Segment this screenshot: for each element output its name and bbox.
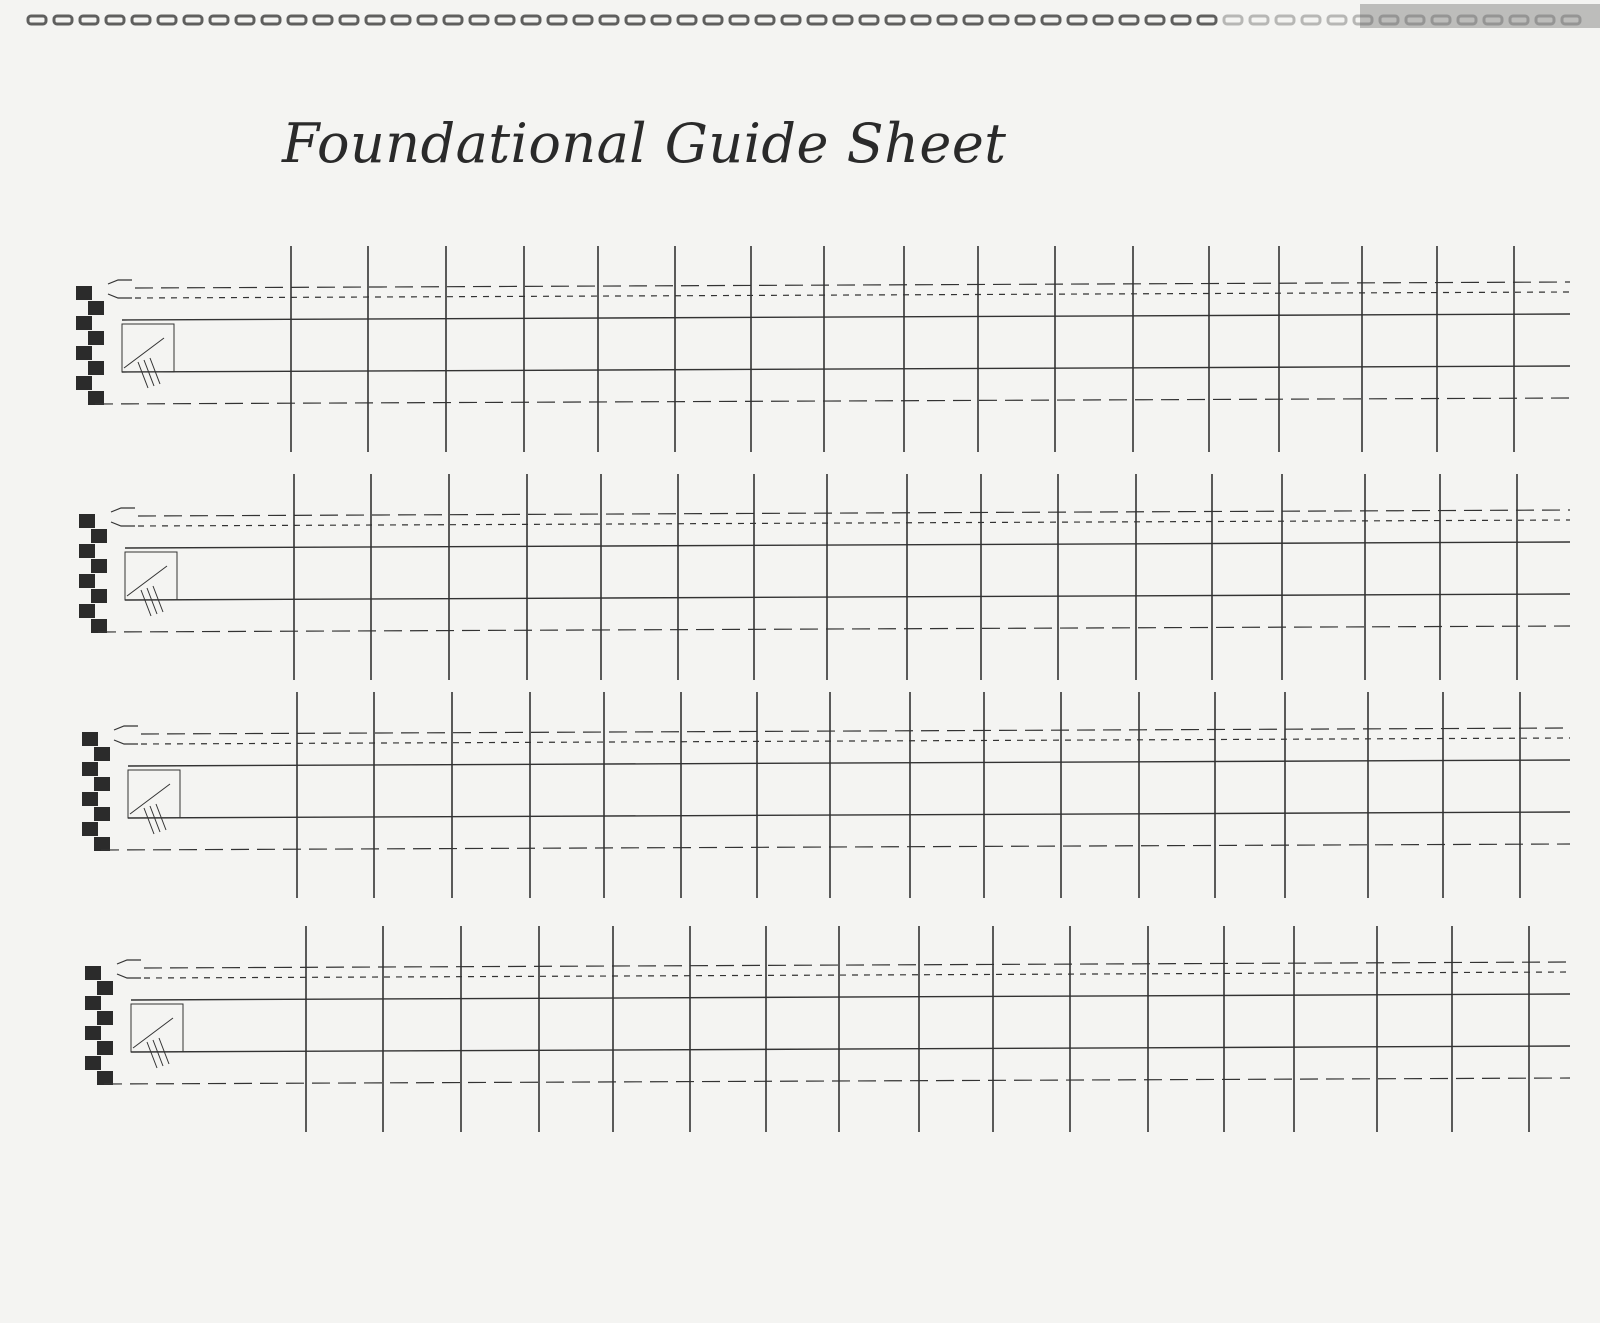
binding-loop [314, 16, 332, 24]
binding-loop [964, 16, 982, 24]
binding-loop [236, 16, 254, 24]
binding-loop [1120, 16, 1138, 24]
binding-loop [886, 16, 904, 24]
x-height-box [125, 552, 177, 600]
nib-width-square [76, 346, 92, 360]
ascender-line [141, 728, 1570, 734]
nib-width-square [76, 316, 92, 330]
guide-block-lines [0, 920, 1600, 1160]
nib-width-square [91, 589, 107, 603]
nib-width-square [79, 544, 95, 558]
pen-nib-icon [117, 960, 141, 978]
cap-height-line [144, 972, 1570, 978]
binding-loop [470, 16, 488, 24]
nib-width-square [79, 604, 95, 618]
guide-block-1 [0, 240, 1600, 480]
binding-loop [184, 16, 202, 24]
baseline [131, 1046, 1570, 1052]
binding-loop [1042, 16, 1060, 24]
binding-loop [782, 16, 800, 24]
baseline [125, 594, 1570, 600]
nib-width-square [82, 732, 98, 746]
binding-loop [834, 16, 852, 24]
nib-width-square [97, 1041, 113, 1055]
guide-block-2 [0, 468, 1600, 708]
nib-width-square [97, 981, 113, 995]
x-height-box [122, 324, 174, 372]
nib-width-square [91, 529, 107, 543]
binding-loop [28, 16, 46, 24]
binding-loop [756, 16, 774, 24]
binding-loop [808, 16, 826, 24]
binding-loop [548, 16, 566, 24]
pen-angle-hint-icon [124, 338, 164, 388]
x-height-line [131, 994, 1570, 1000]
binding-loop [730, 16, 748, 24]
binding-loop [1250, 16, 1268, 24]
binding-loop [678, 16, 696, 24]
binding-loop [938, 16, 956, 24]
nib-width-square [82, 762, 98, 776]
binding-loop [496, 16, 514, 24]
cap-height-line [141, 738, 1570, 744]
binding-loop [574, 16, 592, 24]
binding-loop [990, 16, 1008, 24]
x-height-box [131, 1004, 183, 1052]
nib-width-square [94, 747, 110, 761]
descender-line [95, 398, 1570, 404]
binding-loop [600, 16, 618, 24]
binding-loop [704, 16, 722, 24]
binding-loop [80, 16, 98, 24]
nib-width-square [88, 301, 104, 315]
descender-line [98, 626, 1570, 632]
binding-loop [1146, 16, 1164, 24]
binding-loop [1094, 16, 1112, 24]
nib-width-square [85, 1026, 101, 1040]
pen-nib-icon [114, 726, 138, 744]
binding-loop [1302, 16, 1320, 24]
ascender-line [138, 510, 1570, 516]
page-title: Foundational Guide Sheet [282, 112, 1007, 175]
binding-loop [210, 16, 228, 24]
binding-loop [1016, 16, 1034, 24]
nib-width-square [91, 619, 107, 633]
pen-nib-icon [108, 280, 132, 298]
nib-width-square [76, 286, 92, 300]
nib-width-square [94, 807, 110, 821]
baseline [122, 366, 1570, 372]
descender-line [104, 1078, 1570, 1084]
cap-height-line [138, 520, 1570, 526]
binding-loop [158, 16, 176, 24]
pen-angle-hint-icon [133, 1018, 173, 1068]
guide-block-lines [0, 686, 1600, 926]
nib-width-square [94, 777, 110, 791]
binding-loop [418, 16, 436, 24]
x-height-line [122, 314, 1570, 320]
binding-loop [860, 16, 878, 24]
nib-width-square [76, 376, 92, 390]
guide-block-lines [0, 468, 1600, 708]
cap-height-line [135, 292, 1570, 298]
nib-width-square [79, 514, 95, 528]
spiral-binding-edge [0, 0, 1600, 40]
binding-loop [1198, 16, 1216, 24]
guide-block-lines [0, 240, 1600, 480]
binding-loop [262, 16, 280, 24]
binding-loop [106, 16, 124, 24]
baseline [128, 812, 1570, 818]
x-height-line [125, 542, 1570, 548]
pen-nib-icon [111, 508, 135, 526]
binding-loop [522, 16, 540, 24]
guide-block-4 [0, 920, 1600, 1160]
nib-width-square [85, 996, 101, 1010]
nib-width-square [97, 1011, 113, 1025]
nib-width-square [82, 792, 98, 806]
x-height-box [128, 770, 180, 818]
ascender-line [135, 282, 1570, 288]
binding-loop [340, 16, 358, 24]
pen-angle-hint-icon [127, 566, 167, 616]
binding-loop [444, 16, 462, 24]
nib-width-square [91, 559, 107, 573]
binding-loop [1224, 16, 1242, 24]
pen-angle-hint-icon [130, 784, 170, 834]
x-height-line [128, 760, 1570, 766]
nib-width-square [88, 331, 104, 345]
nib-width-square [97, 1071, 113, 1085]
guide-block-3 [0, 686, 1600, 926]
binding-loop [132, 16, 150, 24]
nib-width-square [94, 837, 110, 851]
binding-loop [1276, 16, 1294, 24]
binding-shadow [1360, 4, 1600, 28]
nib-width-square [85, 1056, 101, 1070]
binding-loop [1328, 16, 1346, 24]
binding-loop [626, 16, 644, 24]
binding-loop [1172, 16, 1190, 24]
nib-width-square [82, 822, 98, 836]
binding-loop [652, 16, 670, 24]
nib-width-square [79, 574, 95, 588]
binding-loop [392, 16, 410, 24]
binding-loop [912, 16, 930, 24]
binding-loop [288, 16, 306, 24]
binding-loop [366, 16, 384, 24]
nib-width-square [88, 391, 104, 405]
ascender-line [144, 962, 1570, 968]
binding-loop [1068, 16, 1086, 24]
binding-loop [54, 16, 72, 24]
nib-width-square [88, 361, 104, 375]
nib-width-square [85, 966, 101, 980]
descender-line [101, 844, 1570, 850]
